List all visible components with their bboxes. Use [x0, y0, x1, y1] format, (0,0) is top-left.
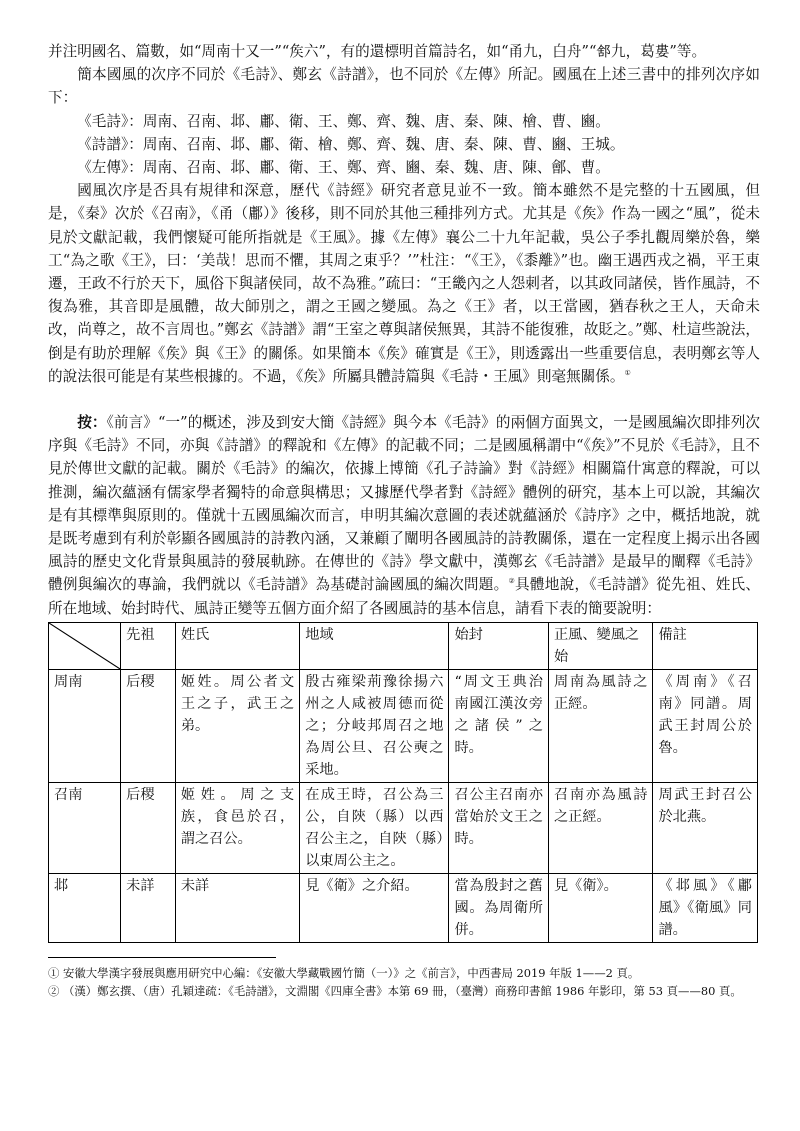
table-header-row: [49, 622, 758, 669]
footnote-1: ① 安徽大學漢字發展與應用研究中心編：《安徽大學藏戰國竹簡（一）》之《前言》，中西書局 2019 年版 1——2 頁。: [48, 965, 640, 980]
cell-enfeoffment: “周文王典治南國江漢汝旁之諸侯”之時。: [449, 669, 549, 782]
footnote-2: ② （漢）鄭玄撰、（唐）孔穎達疏：《毛詩譜》，文淵閣《四庫全書》本第 69 冊，（臺灣）商務印書館 1986 年影印，第 53 頁——80 頁。: [48, 983, 742, 998]
paragraph-order-intro: 簡本國風的次序不同於《毛詩》、鄭玄《詩譜》，也不同於《左傳》所記。國風在上述三書中的排列次序如下：: [48, 66, 760, 107]
cell-region: 見《衛》之介紹。: [300, 873, 449, 942]
cell-region: 在成王時，召公為三公，自陝（縣）以西召公主之，自陝（縣）以東周公主之。: [300, 782, 449, 873]
commentary-text-b: 具體地說，《毛詩譜》從先祖、姓氏、所在地域、始封時代、風詩正變等五個方面介紹了各國風詩的基本信息，請看下表的簡要說明：: [48, 576, 760, 617]
cell-state: 周南: [49, 669, 121, 782]
header-region: 地域: [300, 622, 449, 669]
header-surname: 姓氏: [175, 622, 299, 669]
cell-enfeoffment: 當為殷封之舊國。為周衛所併。: [449, 873, 549, 942]
header-zheng-bian: 正風、變風之始: [548, 622, 652, 669]
paragraph-discussion: [48, 179, 760, 388]
table-row: [49, 782, 758, 873]
order-maoshi: 《毛詩》：周南、召南、邶、鄘、衛、王、鄭、齊、魏、唐、秦、陳、檜、曹、豳。: [77, 112, 610, 130]
header-ancestor: 先祖: [121, 622, 176, 669]
cell-ancestor: 未詳: [121, 873, 176, 942]
cell-ancestor: 后稷: [121, 669, 176, 782]
cell-zheng-bian: 召南亦為風詩之正經。: [548, 782, 652, 873]
cell-state: 邶: [49, 873, 121, 942]
cell-region: 殷古雍梁荊豫徐揚六州之人咸被周德而從之；分岐邦周召之地為周公旦、召公奭之采地。: [300, 669, 449, 782]
commentary-text-a: 《前言》“一”的概述，涉及到安大簡《詩經》與今本《毛詩》的兩個方面異文，一是國風編次即排列次序與《毛詩》不同，亦與《詩譜》的釋說和《左傳》的記載不同；二是國風稱謂中“《矦》”不見於《毛詩》，且不見於傳世文獻的記載。關於《毛詩》的編次，依據上博簡《孔子詩論》對《詩經》相關篇什寓意的釋說，可以推測，編次蘊涵有儒家學者獨特的命意與構思；又據歷代學者對《詩經》體例的研究，基本上可以說，其編次是有其標準與原則的。僅就十五國風編次而言，申明其編次意圖的表述就蘊涵於《詩序》之中，概括地說，就是既考慮到有利於彰顯各國風詩的詩教內涵，又兼顧了闡明各國風詩的詩教關係，還在一定程度上揭示出各國風詩的歷史文化背景與風詩的發展軌跡。在傳世的《詩》學文獻中，漢鄭玄《毛詩譜》是最早的闡釋《毛詩》體例與編次的專論，我們就以《毛詩譜》為基礎討論國風的編次問題。: [48, 414, 760, 594]
cell-remarks: 《周南》《召南》同譜。周武王封周公於魯。: [653, 669, 758, 782]
cell-remarks: 《邶風》《鄘風》《衛風》同譜。: [653, 873, 758, 942]
table-corner-cell: [49, 622, 121, 669]
cell-state: 召南: [49, 782, 121, 873]
cell-remarks: 周武王封召公於北燕。: [653, 782, 758, 873]
cell-surname: 未詳: [175, 873, 299, 942]
paragraph-commentary: [48, 411, 760, 620]
diagonal-line: [49, 623, 120, 669]
footnote-ref-2[interactable]: ②: [508, 577, 516, 586]
footnote-divider: [48, 957, 276, 958]
discussion-text: 國風次序是否具有規律和深意，歷代《詩經》研究者意見並不一致。簡本雖然不是完整的十五國風，但是，《秦》次於《召南》，《甬（鄘）》後移，則不同於其他三種排列方式。尤其是《矦》作為一國之“風”，從未見於文獻記載，我們懷疑可能所指就是《王風》。據《左傳》襄公二十九年記載，吳公子季扎觀周樂於魯，樂工“為之歌《王》，曰：‘美哉！思而不懼，其周之東乎？’”杜注：“《王》，《黍離》”也。幽王遇西戎之禍，平王東遷，王政不行於天下，風俗下與諸侯同，故不為雅。”疏曰：“王畿內之人怨刺者，以其政同諸侯，皆作風詩，不復為雅，其音即是風體，故大師別之，謂之王國之變風。為之《王》者，以王當國，猶春秋之王人，天命未改，尚尊之，故不言周也。”鄭玄《詩譜》謂“王室之尊與諸侯無異，其詩不能復雅，故貶之。”鄭、杜這些說法，倒是有助於理解《矦》與《王》的關係。如果簡本《矦》確實是《王》，則透露出一些重要信息，表明鄭玄等人的說法很可能是有某些根據的。不過，《矦》所屬具體詩篇與《毛詩・王風》則毫無關係。: [48, 182, 760, 385]
table-row: [49, 669, 758, 782]
order-zuozhuan: 《左傳》：周南、召南、邶、鄘、衛、王、鄭、齊、豳、秦、魏、唐、陳、鄶、曹。: [77, 159, 610, 177]
cell-enfeoffment: 召公主召南亦當始於文王之時。: [449, 782, 549, 873]
header-remarks: 備註: [653, 622, 758, 669]
cell-zheng-bian: 周南為風詩之正經。: [548, 669, 652, 782]
commentary-lead: 按：: [77, 414, 107, 432]
order-shipu: 《詩譜》：周南、召南、邶、鄘、衛、檜、鄭、齊、魏、唐、秦、陳、曹、豳、王城。: [77, 135, 625, 153]
cell-zheng-bian: 見《衛》。: [548, 873, 652, 942]
cell-ancestor: 后稷: [121, 782, 176, 873]
header-enfeoffment: 始封: [449, 622, 549, 669]
footnote-ref-1[interactable]: ①: [624, 368, 631, 377]
table-row: [49, 873, 758, 942]
cell-surname: 姬姓。周公者文王之子，武王之弟。: [175, 669, 299, 782]
cell-surname: 姬姓。周之支族，食邑於召，謂之召公。: [175, 782, 299, 873]
paragraph-intro: 并注明國名、篇數，如“周南十又一”“矦六”，有的還標明首篇詩名，如“甬九，白舟”“𨛭九，葛婁”等。: [48, 43, 707, 60]
guofeng-table: [48, 622, 758, 943]
document-page: [48, 40, 760, 1000]
